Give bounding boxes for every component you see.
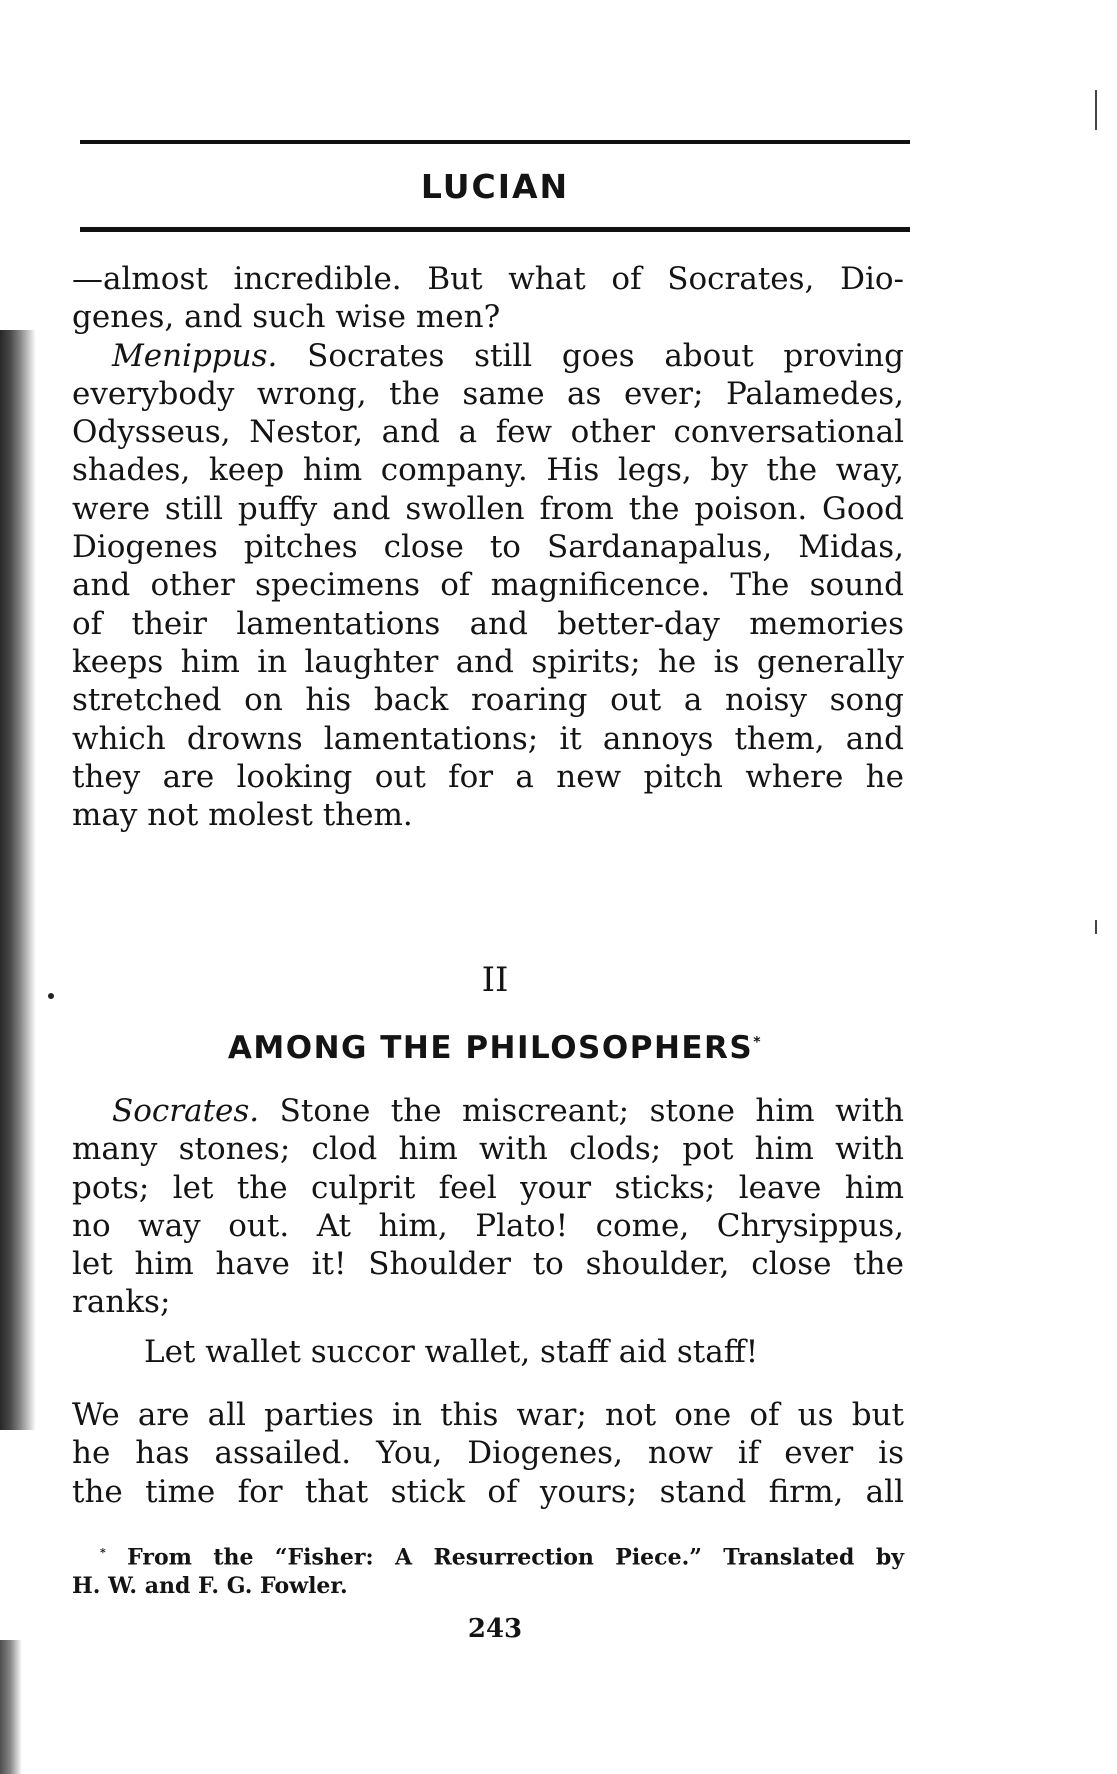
text-line: were still puffy and swollen from the poison. Good xyxy=(72,490,904,527)
text-fragment: Socrates still goes about proving xyxy=(307,337,904,374)
header-rule-top xyxy=(80,140,910,144)
text-line: Diogenes pitches close to Sardanapalus, Midas, xyxy=(72,529,904,566)
section-title-text: AMONG THE PHILOSOPHERS xyxy=(227,1030,754,1066)
text-line: no way out. At him, Plato! come, Chrysippus, xyxy=(72,1207,904,1244)
stray-mark xyxy=(48,993,54,999)
text-fragment: Stone the miscreant; stone him with xyxy=(279,1093,905,1129)
speaker-name: Menippus. xyxy=(112,337,278,374)
text-line: genes, and such wise men? xyxy=(72,299,501,336)
text-block-menippus xyxy=(72,260,904,834)
text-line: shades, keep him company. His legs, by the way, xyxy=(72,452,904,489)
footnote-text: From the “Fisher: A Resurrection Piece.” Translated by xyxy=(127,1544,904,1571)
text-line: keeps him in laughter and spirits; he is generally xyxy=(72,643,904,680)
text-line: —almost incredible. But what of Socrates, Dio- xyxy=(72,261,904,297)
text-line: he has assailed. You, Diogenes, now if ever is xyxy=(72,1435,904,1472)
text-line: many stones; clod him with clods; pot him with xyxy=(72,1131,904,1168)
edge-mark xyxy=(1095,90,1097,130)
text-line: the time for that stick of yours; stand firm, all xyxy=(72,1473,904,1510)
footnote-line xyxy=(72,1538,904,1572)
footnote xyxy=(72,1538,904,1601)
text-line: Odysseus, Nestor, and a few other conversational xyxy=(72,414,904,451)
speaker-name: Socrates. xyxy=(112,1093,260,1129)
spine-shadow-bottom xyxy=(0,1640,22,1774)
page-number: 243 xyxy=(467,1614,523,1644)
footnote-marker: * xyxy=(753,1034,763,1051)
section-number: II xyxy=(481,960,509,1000)
section-title xyxy=(80,1030,910,1066)
text-block-socrates-continued xyxy=(72,1396,904,1511)
spine-shadow xyxy=(0,330,36,1430)
speech-opening-line xyxy=(72,337,904,375)
text-line: which drowns lamentations; it annoys them, and xyxy=(72,720,904,757)
header-rule-bottom xyxy=(80,227,910,232)
text-line: and other specimens of magnificence. The sound xyxy=(72,567,904,604)
footnote-marker: * xyxy=(100,1546,106,1559)
footnote-line: H. W. and F. G. Fowler. xyxy=(72,1573,348,1600)
text-block-socrates xyxy=(72,1092,904,1322)
edge-mark xyxy=(1095,920,1097,934)
text-line: We are all parties in this war; not one of us but xyxy=(72,1397,904,1433)
text-line: let him have it! Shoulder to shoulder, close the xyxy=(72,1246,904,1283)
text-line: they are looking out for a new pitch where he xyxy=(72,758,904,795)
text-line: stretched on his back roaring out a noisy song xyxy=(72,682,904,719)
text-line: pots; let the culprit feel your sticks; leave him xyxy=(72,1169,904,1206)
text-line: of their lamentations and better-day memories xyxy=(72,605,904,642)
running-title: LUCIAN xyxy=(420,167,570,206)
text-line: ranks; xyxy=(72,1284,171,1321)
speech-opening-line xyxy=(72,1092,904,1130)
text-line: everybody wrong, the same as ever; Palamedes, xyxy=(72,375,904,412)
verse-line: Let wallet succor wallet, staff aid staff! xyxy=(144,1334,759,1370)
text-line: may not molest them. xyxy=(72,797,413,834)
